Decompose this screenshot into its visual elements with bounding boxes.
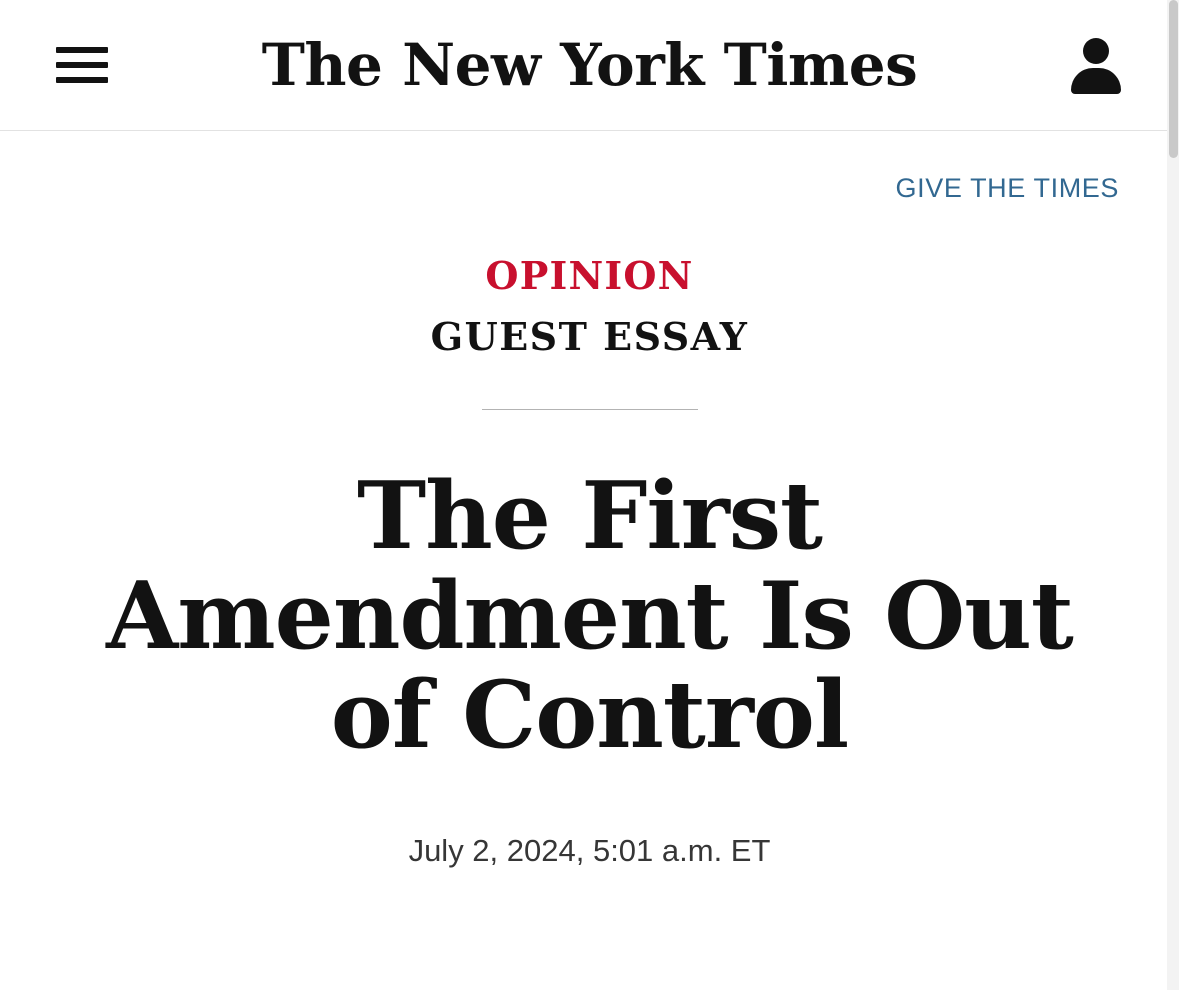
account-icon-body	[1071, 68, 1121, 94]
publish-timestamp: July 2, 2024, 5:01 a.m. ET	[408, 832, 771, 868]
give-the-times-link[interactable]: GIVE THE TIMES	[895, 173, 1119, 203]
secondary-bar	[0, 131, 1179, 241]
account-icon-head	[1083, 38, 1109, 64]
article-type-kicker: GUEST ESSAY	[430, 314, 749, 359]
page-title: The First Amendment Is Out of Control	[106, 461, 1073, 769]
nyt-logo[interactable]: The New York Times	[261, 31, 918, 99]
menu-icon[interactable]	[56, 47, 108, 83]
site-masthead	[0, 0, 1179, 131]
section-kicker[interactable]: OPINION	[485, 253, 694, 298]
menu-icon-bar	[56, 47, 108, 53]
page-scrollbar-thumb[interactable]	[1169, 0, 1178, 158]
divider	[482, 409, 698, 410]
account-icon[interactable]	[1065, 34, 1127, 96]
page-scrollbar[interactable]	[1167, 0, 1179, 990]
article-header	[0, 253, 1179, 869]
menu-icon-bar	[56, 77, 108, 83]
menu-icon-bar	[56, 62, 108, 68]
